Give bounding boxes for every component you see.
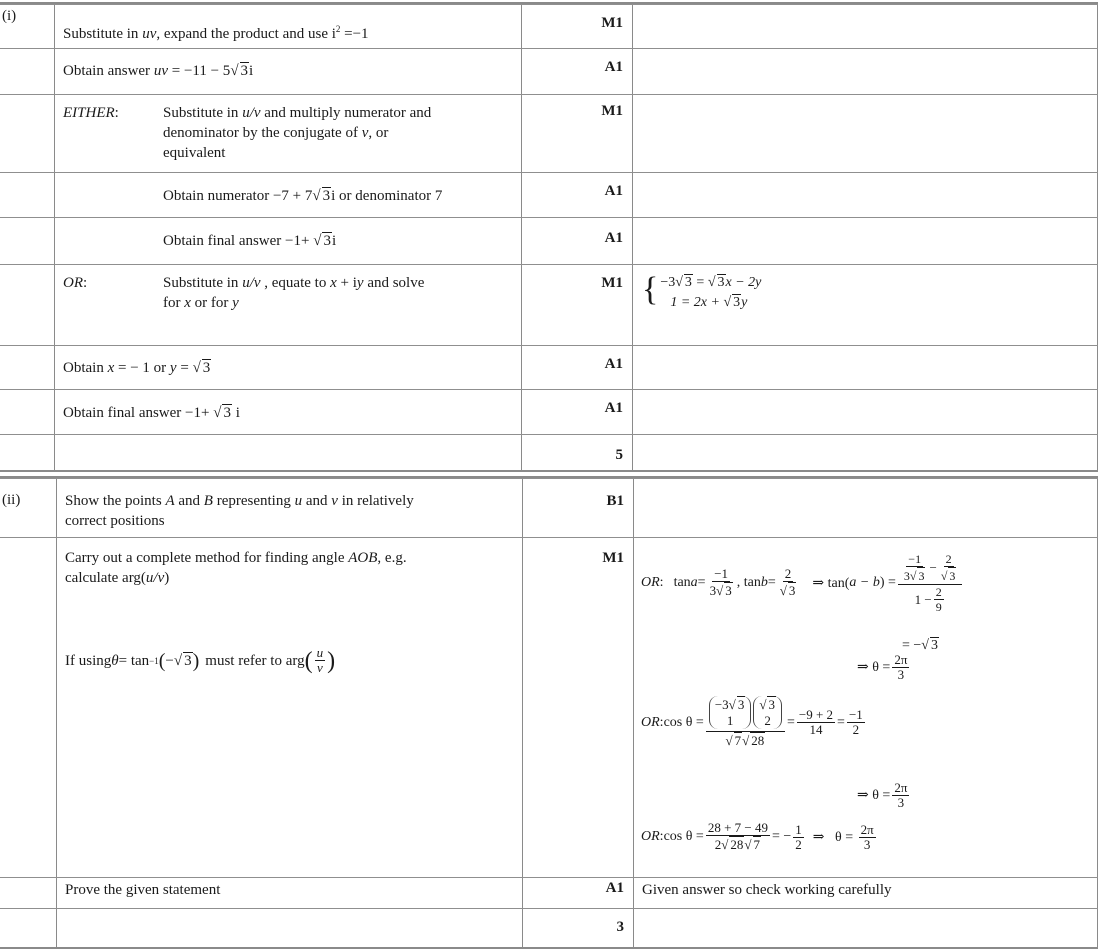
guidance-dot-product-method: OR : cos θ = −3√ 3 1 √ 3 2 √ 7√ 28 = $\frac{-9 + 2}{14}$ = $\frac{-1}{2}$: [641, 697, 863, 748]
guidance-tan-method: OR : tan a = $\frac{-1}{3√ 3}$ , tan b = $\frac{2}{√ 3}$ ⇒ tan( a − b ) = $\frac{-1}{3√ 3}$ − $\frac{2}{√ 3}$ 1 − $\frac{2}{9}$: [641, 552, 964, 614]
mark-value: A1: [604, 183, 623, 199]
table-row: [0, 217, 1098, 264]
vector-v: √ 3 2: [753, 696, 782, 729]
mark-value: M1: [601, 103, 623, 119]
part-label: (ii): [2, 492, 21, 508]
row-description: Obtain answer uv = −11 − 5√ 3i: [63, 63, 254, 79]
mark-value: M1: [601, 275, 623, 291]
mark-value: B1: [606, 493, 624, 509]
row-description: Prove the given statement: [65, 882, 221, 898]
vector-u: −3√ 3 1: [709, 696, 751, 729]
row-description: Show the points A and B representing u and v in relatively correct positions: [65, 493, 414, 529]
table-row: [0, 94, 1098, 172]
mark-value: M1: [602, 550, 624, 566]
mark-value: A1: [604, 400, 623, 416]
table-row-total: [0, 434, 1098, 470]
row-description: Obtain final answer −1+ √ 3i: [163, 233, 337, 249]
guidance-simultaneous-equations: { −3√ 3 = √ 3x − 2y 1 = 2x + √ 3y: [642, 271, 762, 310]
brace-icon: {: [642, 271, 659, 308]
table-row: [0, 389, 1098, 434]
mark-value: A1: [604, 59, 623, 75]
table-row: [0, 4, 1098, 48]
row-note: If using θ = tan −1 ( −√ 3 ) must refer to arg ( $\frac{u}{v}$ ): [65, 645, 336, 675]
mark-scheme-table-part-i: [0, 2, 1098, 472]
table-row-total: [0, 908, 1098, 945]
guidance-text: Given answer so check working carefully: [642, 882, 892, 898]
table-row: [0, 478, 1098, 537]
row-description: Carry out a complete method for finding angle AOB, e.g. calculate arg(u/v): [65, 550, 407, 586]
mark-scheme-table-part-ii: [0, 476, 1098, 949]
either-label: EITHER:: [63, 105, 119, 121]
row-description: Substitute in u/v , equate to x + iy and solve for x or for y: [163, 275, 425, 311]
row-description: Substitute in uv, expand the product and use $i^2 =-1$: [63, 24, 369, 42]
table-row: [0, 537, 1098, 877]
total-marks: 3: [616, 919, 624, 935]
row-description: Obtain final answer −1+ √ 3 i: [63, 405, 240, 421]
guidance-tan-result: = − √ 3: [902, 637, 938, 653]
total-marks: 5: [615, 447, 623, 463]
mark-value: A1: [604, 230, 623, 246]
table-row: [0, 172, 1098, 217]
mark-value: M1: [601, 15, 623, 31]
mark-value: A1: [604, 356, 623, 372]
guidance-cosine-rule-method: OR : cos θ = $\frac{28 + 7 - 49}{2√ 28√ 7}$ = − $\frac{1}{2}$ ⇒ θ = $\frac{2\pi}{3}$: [641, 820, 874, 852]
part-label: (i): [2, 8, 17, 24]
table-row: [0, 345, 1098, 389]
row-description: Obtain x = − 1 or y = √ 3: [63, 360, 211, 376]
table-row: [0, 264, 1098, 345]
table-row: [0, 877, 1098, 908]
row-description: Substitute in u/v and multiply numerator and denominator by the conjugate of v, or equivalent: [163, 105, 432, 161]
table-row: [0, 48, 1098, 94]
guidance-dot-product-theta: ⇒ θ = $\frac{2\pi}{3}$: [857, 780, 908, 810]
guidance-tan-theta: ⇒ θ = $\frac{2\pi}{3}$: [857, 652, 908, 682]
mark-value: A1: [605, 880, 624, 896]
row-description: Obtain numerator −7 + 7√ 3i or denominator 7: [163, 188, 443, 204]
or-label: OR:: [63, 275, 88, 291]
